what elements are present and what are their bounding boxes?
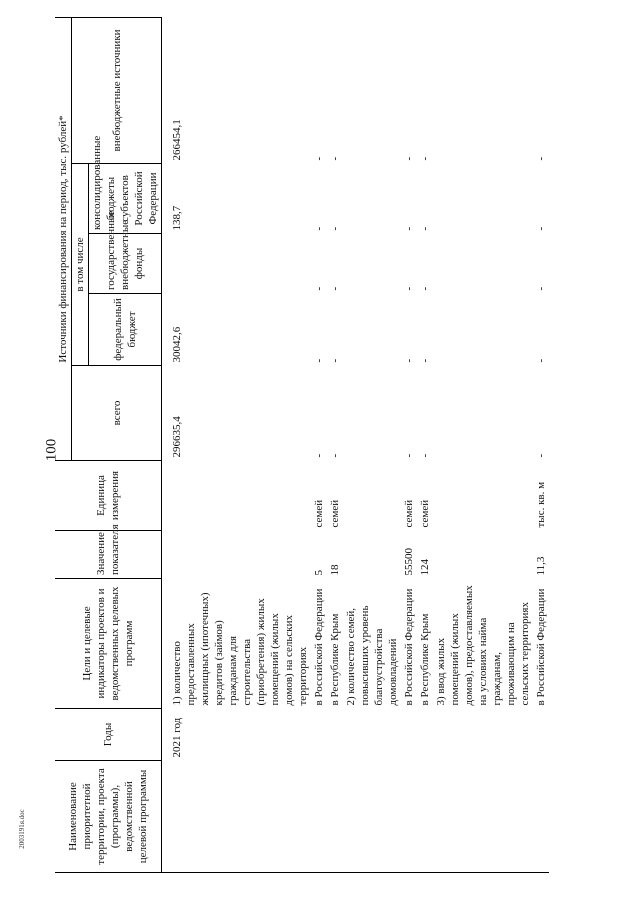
table-row — [533, 17, 549, 872]
header-extrabudget: внебюджетные источники — [72, 17, 162, 163]
cell-year — [533, 709, 549, 761]
cell-extrabudget: - — [313, 156, 325, 161]
cell-value: 5 — [313, 570, 325, 576]
cell-extrabudget — [433, 17, 533, 163]
cell-unit: тыс. кв. м — [535, 481, 547, 528]
cell-year — [401, 709, 417, 761]
cell-federal: - — [329, 358, 341, 363]
cell-value — [343, 531, 401, 579]
cell-name — [433, 761, 533, 873]
cell-regional — [433, 164, 533, 234]
cell-value: 124 — [419, 559, 431, 576]
cell-name — [533, 761, 549, 873]
table-row — [343, 17, 401, 872]
cell-value: 18 — [329, 564, 341, 576]
cell-federal: - — [403, 358, 415, 363]
header-federal: федеральный бюджет — [89, 294, 162, 366]
header-unit: Единица измерения — [55, 461, 162, 531]
cell-goal: в Российской Федерации — [535, 588, 547, 706]
header-years: Годы — [55, 709, 162, 761]
cell-goal: в Республике Крым — [329, 613, 341, 706]
cell-total: - — [329, 453, 341, 458]
cell-name — [311, 761, 327, 873]
cell-year — [327, 709, 343, 761]
cell-unit — [162, 461, 312, 531]
cell-total: 296635,4 — [171, 416, 183, 458]
header-name: Наименование приоритетной территории, проекта (программы), ведомственной целевой программы — [55, 761, 162, 873]
cell-unit: семей — [403, 499, 415, 528]
cell-unit — [343, 461, 401, 531]
cell-state-funds: - — [419, 286, 431, 291]
cell-goal: в Российской Федерации — [403, 588, 415, 706]
header-including: в том числе — [72, 164, 89, 366]
table-row — [417, 17, 433, 872]
cell-goal: 3) ввод жилых помещений (жилых домов), предоставляемых на условиях найма гражданам, проживающим на сельских территориях — [435, 585, 531, 706]
cell-total — [433, 366, 533, 461]
table-row — [401, 17, 417, 872]
cell-state-funds — [433, 234, 533, 294]
cell-federal: - — [535, 358, 547, 363]
cell-unit: семей — [329, 499, 341, 528]
cell-name — [401, 761, 417, 873]
cell-unit — [433, 461, 533, 531]
cell-extrabudget: 266454,1 — [171, 119, 183, 161]
cell-goal: 1) количество предоставленных жилищных (ипотечных) кредитов (займов) гражданам для строительства (приобретения) жилых помещений (жилых домов) на сельских территориях — [171, 592, 309, 706]
cell-name — [327, 761, 343, 873]
header-sources: Источники финансирования на период, тыс. рублей* — [55, 17, 72, 460]
rotated-table-sheet — [55, 18, 615, 873]
cell-goal: в Республике Крым — [419, 613, 431, 706]
cell-regional: - — [403, 226, 415, 231]
cell-year: 2021 год — [171, 717, 183, 758]
cell-regional: - — [419, 226, 431, 231]
cell-total: - — [313, 453, 325, 458]
cell-name — [343, 761, 401, 873]
header-goals: Цели и целевые индикаторы проектов и ведомственных целевых программ — [55, 579, 162, 709]
table-row — [327, 17, 343, 872]
table-row — [162, 17, 312, 872]
financing-table — [55, 17, 549, 873]
table-row — [433, 17, 533, 872]
cell-value — [162, 531, 312, 579]
cell-goal: 2) количество семей, повысивших уровень благоустройства домовладений — [345, 605, 399, 706]
cell-regional: 138,7 — [171, 205, 183, 231]
cell-extrabudget: - — [403, 156, 415, 161]
cell-name — [162, 761, 312, 873]
cell-total — [343, 366, 401, 461]
cell-value: 11,3 — [535, 556, 547, 576]
cell-year — [417, 709, 433, 761]
cell-regional: - — [329, 226, 341, 231]
cell-regional — [343, 164, 401, 234]
cell-state-funds: - — [329, 286, 341, 291]
cell-total: - — [403, 453, 415, 458]
header-value: Значение показателя — [55, 531, 162, 579]
cell-state-funds: - — [535, 286, 547, 291]
header-total: всего — [72, 366, 162, 461]
header-state-funds: государственные внебюджетные фонды — [89, 234, 162, 294]
document-footer: 2003191я.doc — [17, 809, 26, 849]
cell-total: - — [419, 453, 431, 458]
cell-total: - — [535, 453, 547, 458]
cell-year — [311, 709, 327, 761]
table-header — [55, 17, 162, 872]
cell-regional: - — [313, 226, 325, 231]
cell-name — [417, 761, 433, 873]
cell-year — [433, 709, 533, 761]
cell-extrabudget: - — [329, 156, 341, 161]
cell-extrabudget — [343, 17, 401, 163]
cell-extrabudget: - — [419, 156, 431, 161]
cell-regional: - — [535, 226, 547, 231]
cell-year — [343, 709, 401, 761]
cell-federal — [433, 294, 533, 366]
cell-state-funds: - — [313, 286, 325, 291]
cell-extrabudget: - — [535, 156, 547, 161]
cell-federal: 30042,6 — [171, 326, 183, 363]
table-row — [311, 17, 327, 872]
cell-federal — [343, 294, 401, 366]
cell-value: 55500 — [403, 548, 415, 576]
cell-federal: - — [419, 358, 431, 363]
cell-unit: семей — [419, 499, 431, 528]
page-number: 100 — [43, 438, 60, 462]
cell-value — [433, 531, 533, 579]
cell-goal: в Российской Федерации — [313, 588, 325, 706]
cell-state-funds — [162, 234, 312, 294]
cell-state-funds — [343, 234, 401, 294]
header-regional: консолидированные бюджеты субъектов Российской Федерации — [89, 164, 162, 234]
cell-unit: семей — [313, 499, 325, 528]
cell-federal: - — [313, 358, 325, 363]
cell-state-funds: - — [403, 286, 415, 291]
